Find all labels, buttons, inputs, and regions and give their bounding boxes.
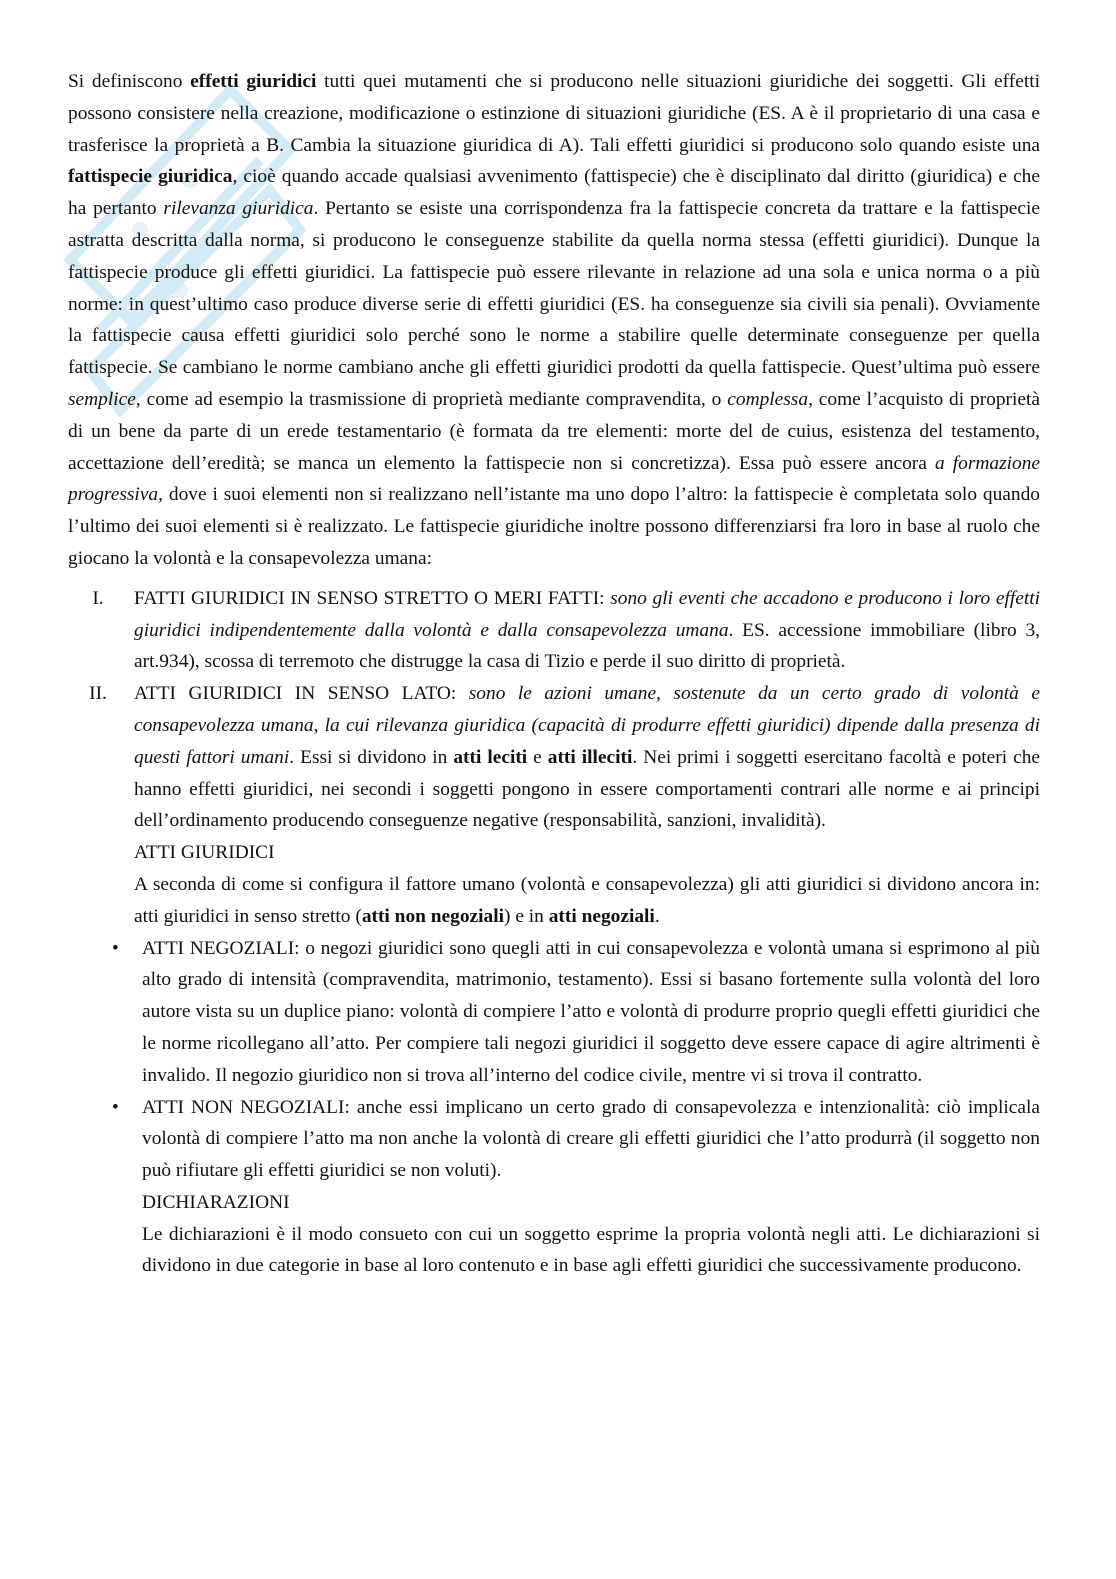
atti-giuridici-section: [68, 837, 1040, 932]
list-number: I.: [92, 587, 104, 609]
term-fattispecie-giuridica: fattispecie giuridica: [68, 166, 233, 188]
dichiarazioni-section: [68, 1187, 1040, 1282]
section-heading-atti: ATTI GIURIDICI: [134, 842, 275, 864]
bullet-icon: •: [112, 1096, 119, 1118]
roman-list: [68, 583, 1040, 837]
list-item-atti-giuridici: II. ATTI GIURIDICI IN SENSO LATO: sono le azioni umane, sostenute da un certo grado di volontà e consapevolezza umana, la cui rilevanza giuridica (capacità di produrre effetti giuridici) dipende dalla presenza di questi fattori umani. Essi si dividono in atti leciti e atti illeciti. Nei primi i soggetti esercitano facoltà e poteri che hanno effetti giuridici, nei secondi i soggetti pongono in essere comportamenti contrari alle norme e ai principi dell’ordinamento producendo conseguenze negative (responsabilità, sanzioni, invalidità).: [68, 678, 1040, 837]
section-heading-dichiarazioni: DICHIARAZIONI: [142, 1191, 290, 1213]
atti-paragraph: A seconda di come si configura il fattore umano (volontà e consapevolezza) gli atti giuridici si dividono ancora in: atti giuridici in senso stretto (atti non negoziali) e in atti negoziali.: [134, 873, 1040, 927]
list-number: II.: [89, 683, 107, 705]
bullet-atti-non-negoziali: • ATTI NON NEGOZIALI: anche essi implicano un certo grado di consapevolezza e intenzionalità: ciò implicala volontà di compiere l’atto ma non anche la volontà di creare gli effetti giuridici che l’atto produrrà (il soggetto non può rifiutare gli effetti giuridici se non voluti).: [68, 1092, 1040, 1187]
document-body: [68, 66, 1040, 1282]
bullet-icon: •: [112, 937, 119, 959]
dichiarazioni-paragraph: Le dichiarazioni è il modo consueto con cui un soggetto esprime la propria volontà negli atti. Le dichiarazioni si dividono in due categorie in base al loro contenuto e in base agli effetti giuridici che successivamente producono.: [142, 1223, 1040, 1277]
term-effetti-giuridici: effetti giuridici: [190, 71, 317, 92]
bullet-atti-negoziali: • ATTI NEGOZIALI: o negozi giuridici sono quegli atti in cui consapevolezza e volontà umana si esprimono al più alto grado di intensità (compravendita, matrimonio, testamento). Essi si basano fortemente sulla volontà del loro autore vista su un duplice piano: volontà di compiere l’atto e volontà di produrre proprio quegli effetti giuridici che le norme ricollegano all’atto. Per compiere tali negozi giuridici il soggetto deve essere capace di agire altrimenti è invalido. Il negozio giuridico non si trova all’interno del codice civile, mentre vi si trova il contratto.: [68, 933, 1040, 1092]
list-item-fatti-giuridici: I. FATTI GIURIDICI IN SENSO STRETTO O MERI FATTI: sono gli eventi che accadono e producono i loro effetti giuridici indipendentemente dalla volontà e dalla consapevolezza umana. ES. accessione immobiliare (libro 3, art.934), scossa di terremoto che distrugge la casa di Tizio e perde il suo diritto di proprietà.: [68, 583, 1040, 678]
bullet-list: [68, 933, 1040, 1187]
intro-paragraph: Si definiscono effetti giuridici tutti quei mutamenti che si producono nelle situazioni giuridiche dei soggetti. Gli effetti possono consistere nella creazione, modificazione o estinzione di situazioni giuridiche (ES. A è il proprietario di una casa e trasferisce la proprietà a B. Cambia la situazione giuridica di A). Tali effetti giuridici si producono solo quando esiste una fattispecie giuridica, cioè quando accade qualsiasi avvenimento (fattispecie) che è disciplinato dal diritto (giuridica) e che ha pertanto rilevanza giuridica. Pertanto se esiste una corrispondenza fra la fattispecie concreta da trattare e la fattispecie astratta descritta dalla norma, si producono le conseguenze stabilite da quella norma stessa (effetti giuridici). Dunque la fattispecie produce gli effetti giuridici. La fattispecie può essere rilevante in relazione ad una sola e unica norma o a più norme: in quest’ultimo caso produce diverse serie di effetti giuridici (ES. ha conseguenze sia civili sia penali). Ovviamente la fattispecie causa effetti giuridici solo perché sono le norme a stabilire quelle determinate conseguenze per quella fattispecie. Se cambiano le norme cambiano anche gli effetti giuridici prodotti da quella fattispecie. Quest’ultima può essere semplice, come ad esempio la trasmissione di proprietà mediante compravendita, o complessa, come l’acquisto di proprietà di un bene da parte di un erede testamentario (è formata da tre elementi: morte del de cuius, esistenza del testamento, accettazione dell’eredità; se manca un elemento la fattispecie non si concretizza). Essa può essere ancora a formazione progressiva, dove i suoi elementi non si realizzano nell’istante ma uno dopo l’altro: la fattispecie è completata solo quando l’ultimo dei suoi elementi si è realizzato. Le fattispecie giuridiche inoltre possono differenziarsi fra loro in base al ruolo che giocano la volontà e la consapevolezza umana:: [68, 71, 1041, 569]
